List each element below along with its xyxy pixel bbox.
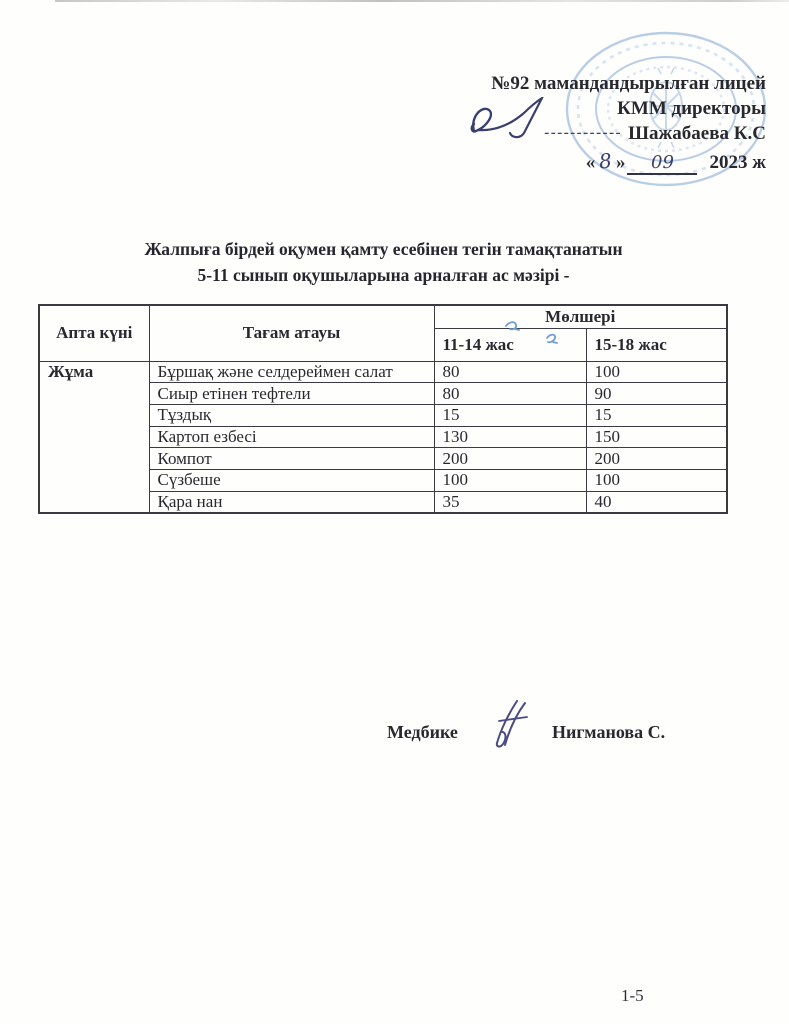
age1-cell: 80 (434, 383, 586, 405)
dish-cell: Сиыр етінен тефтели (149, 383, 434, 405)
signature-dashes: ------------ (544, 125, 623, 141)
age2-cell: 40 (586, 491, 727, 513)
document-header (491, 71, 766, 175)
date-line (491, 149, 766, 175)
col-header-age2: 15-18 жас (586, 328, 727, 361)
age1-cell: 100 (434, 469, 586, 491)
dish-cell: Қара нан (149, 491, 434, 513)
director-name: Шажабаева К.С (628, 123, 766, 144)
nurse-signature-icon (483, 697, 535, 751)
handwritten-month: 09 (627, 153, 697, 175)
date-close-quote: » (615, 152, 626, 173)
col-header-amount: Мөлшері (434, 305, 727, 328)
dish-cell: Сүзбеше (149, 469, 434, 491)
age1-cell: 80 (434, 361, 586, 383)
date-year: 2023 ж (709, 152, 766, 173)
title-line-2: 5-11 сынып оқушыларына арналған ас мәзірі - (197, 265, 570, 285)
age2-cell: 90 (586, 383, 727, 405)
age2-cell: 200 (586, 448, 727, 470)
age1-cell: 200 (434, 448, 586, 470)
nurse-name: Нигманова С. (552, 722, 666, 742)
director-signature-line (491, 121, 766, 148)
table-header-row-1 (39, 305, 727, 328)
age2-cell: 150 (586, 426, 727, 448)
col-header-day: Апта күні (39, 305, 149, 361)
dish-cell: Компот (149, 448, 434, 470)
age1-cell: 35 (434, 491, 586, 513)
age2-cell: 100 (586, 361, 727, 383)
age2-cell: 15 (586, 404, 727, 426)
document-title (0, 236, 778, 288)
pen-mark-scribbles (500, 316, 564, 348)
handwritten-day: 8 (597, 148, 614, 174)
menu-table-container (38, 304, 728, 514)
page-number: 1-5 (621, 986, 644, 1005)
age1-cell: 130 (434, 426, 586, 448)
institution-name: №92 мамандандырылған лицей (491, 73, 766, 94)
dish-cell: Картоп езбесі (149, 426, 434, 448)
day-cell: Жұма (39, 361, 149, 513)
scan-edge-artifact (55, 0, 789, 2)
director-title: КММ директоры (617, 98, 766, 119)
table-row (39, 361, 727, 383)
dish-cell: Тұздық (149, 404, 434, 426)
director-signature-icon (466, 97, 586, 145)
title-line-1: Жалпыға бірдей оқумен қамту есебінен тегін тамақтанатын (144, 239, 623, 259)
date-open-quote: « (585, 152, 596, 173)
dish-cell: Бұршақ және селдереймен салат (149, 361, 434, 383)
menu-table (38, 304, 728, 514)
col-header-age1: 11-14 жас (434, 328, 586, 361)
col-header-dish: Тағам атауы (149, 305, 434, 361)
nurse-label: Медбике (387, 722, 458, 742)
age1-cell: 15 (434, 404, 586, 426)
age2-cell: 100 (586, 469, 727, 491)
